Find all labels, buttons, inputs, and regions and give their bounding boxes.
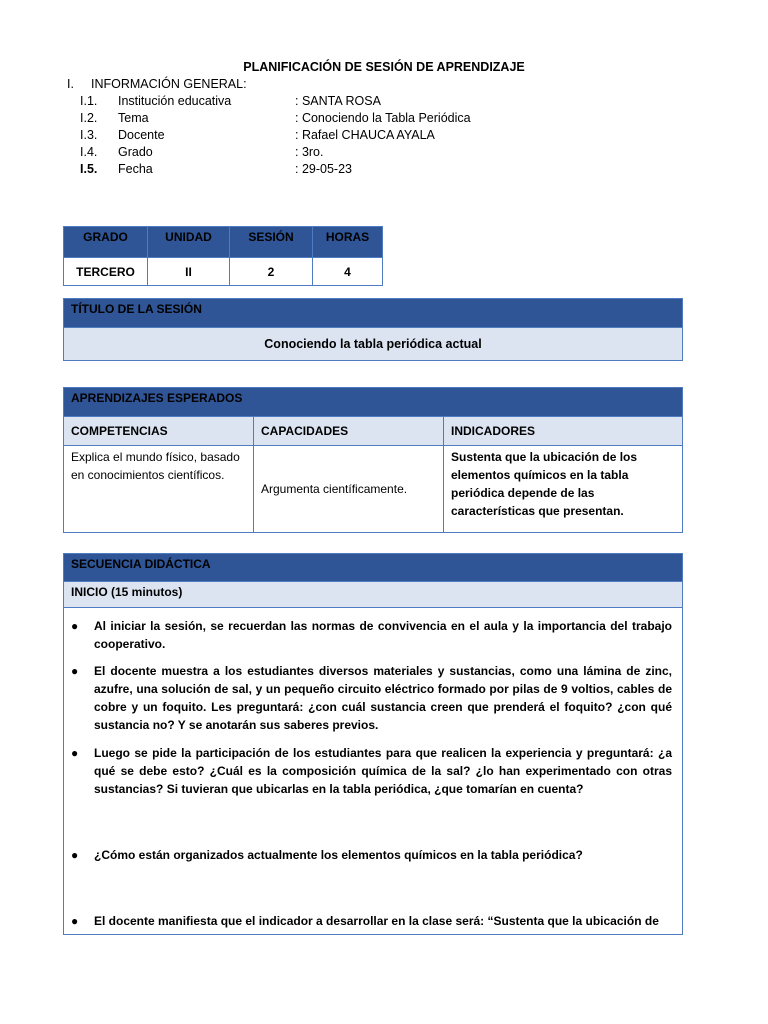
- info-row-label: Docente: [118, 128, 165, 142]
- table-cell: TERCERO: [64, 258, 148, 286]
- section-number: I.: [67, 77, 74, 91]
- info-row-value: : 29-05-23: [295, 162, 352, 176]
- info-row-value: : 3ro.: [295, 145, 324, 159]
- bullet-icon: ●: [71, 914, 79, 928]
- table-row: [64, 446, 682, 533]
- general-info-heading: [67, 76, 247, 93]
- bullet-icon: ●: [71, 664, 79, 678]
- bullet-icon: ●: [71, 619, 79, 633]
- info-row-topic: [67, 110, 471, 127]
- list-item: ¿Cómo están organizados actualmente los elementos químicos en la tabla periódica?: [94, 848, 583, 862]
- column-header: UNIDAD: [148, 227, 230, 258]
- table-cell: 2: [230, 258, 313, 286]
- table-cell: II: [148, 258, 230, 286]
- learning-header-row: [64, 417, 682, 446]
- info-row-label: Fecha: [118, 162, 153, 176]
- column-header: SESIÓN: [230, 227, 313, 258]
- list-item: El docente manifiesta que el indicador a desarrollar en la clase será: “Sustenta que la ubicación de: [94, 914, 659, 928]
- general-info-section: [67, 76, 471, 178]
- learning-table: [64, 416, 682, 532]
- info-row-number: I.5.: [80, 162, 98, 176]
- info-row-number: I.3.: [80, 128, 98, 142]
- info-row-grade: [67, 144, 324, 161]
- expected-learning-box: [63, 387, 683, 533]
- grade-table-header-row: [64, 227, 383, 258]
- info-row-label: Tema: [118, 111, 149, 125]
- column-header: GRADO: [64, 227, 148, 258]
- session-title-box: [63, 298, 683, 361]
- section-header: SECUENCIA DIDÁCTICA: [64, 554, 682, 581]
- info-row-number: I.1.: [80, 94, 98, 108]
- list-item: Al iniciar la sesión, se recuerdan las normas de convivencia en el aula y la importancia del trabajo cooperativo.: [94, 619, 672, 651]
- info-row-teacher: [67, 127, 435, 144]
- info-row-institution: [67, 93, 381, 110]
- info-row-value: : Conociendo la Tabla Periódica: [295, 111, 471, 125]
- grade-table: [63, 226, 383, 286]
- section-header: APRENDIZAJES ESPERADOS: [64, 388, 682, 416]
- info-row-date: [67, 161, 352, 178]
- table-cell: 4: [313, 258, 383, 286]
- inicio-subheader: INICIO (15 minutos): [64, 581, 682, 608]
- document-title: PLANIFICACIÓN DE SESIÓN DE APRENDIZAJE: [243, 60, 525, 74]
- column-header: CAPACIDADES: [254, 417, 444, 446]
- info-row-value: : Rafael CHAUCA AYALA: [295, 128, 435, 142]
- capacidad-cell: Argumenta científicamente.: [254, 446, 444, 533]
- column-header: INDICADORES: [444, 417, 683, 446]
- info-row-number: I.2.: [80, 111, 98, 125]
- column-header: COMPETENCIAS: [64, 417, 254, 446]
- bullet-icon: ●: [71, 746, 79, 760]
- indicador-cell: Sustenta que la ubicación de los elementos químicos en la tabla periódica depende de las características que presentan.: [451, 450, 638, 518]
- column-header: HORAS: [313, 227, 383, 258]
- competencia-cell: Explica el mundo físico, basado en conocimientos científicos.: [64, 446, 254, 533]
- table-row: [64, 258, 383, 286]
- didactic-sequence-box: [63, 553, 683, 935]
- bullet-icon: ●: [71, 848, 79, 862]
- info-row-number: I.4.: [80, 145, 98, 159]
- section-label: INFORMACIÓN GENERAL:: [91, 77, 247, 91]
- info-row-label: Grado: [118, 145, 153, 159]
- list-item: Luego se pide la participación de los estudiantes para que realicen la experiencia y preguntará: ¿a qué se debe esto? ¿Cuál es la composición química de la sal? ¿lo han experimentado con otras sustancias? Si tuvieran que ubicarlas en la tabla periódica, ¿que tomarían en cuenta?: [94, 746, 672, 796]
- info-row-value: : SANTA ROSA: [295, 94, 381, 108]
- section-header: TÍTULO DE LA SESIÓN: [64, 299, 682, 327]
- list-item: El docente muestra a los estudiantes diversos materiales y sustancias, como una lámina de zinc, azufre, una solución de sal, y un pequeño circuito eléctrico formado por pilas de 9 voltios, cables de cobre y un foquito. Les preguntará: ¿con cuál sustancia creen que prenderá el foquito? ¿con qué sustancia no? Y se anotarán sus saberes previos.: [94, 664, 672, 732]
- session-title-value: Conociendo la tabla periódica actual: [64, 327, 682, 360]
- info-row-label: Institución educativa: [118, 94, 232, 108]
